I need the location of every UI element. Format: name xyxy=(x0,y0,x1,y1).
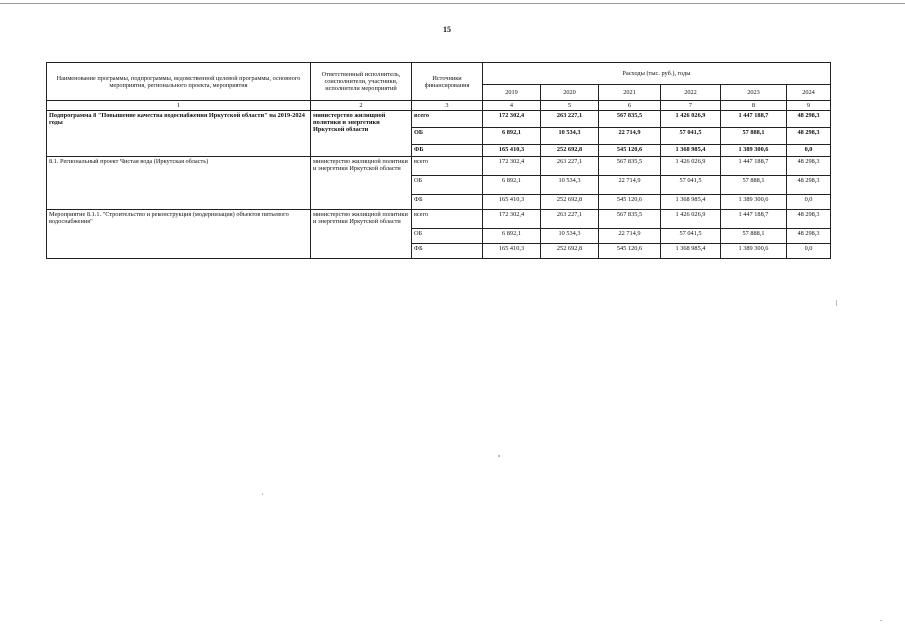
expense-value: 48 298,3 xyxy=(787,157,831,176)
expense-value: 172 302,4 xyxy=(483,210,541,229)
expense-value: 165 410,3 xyxy=(483,244,541,259)
expense-value: 263 227,1 xyxy=(541,111,599,128)
expense-value: 567 835,5 xyxy=(599,111,661,128)
column-number: 5 xyxy=(541,101,599,111)
program-name: Подпрограмма 8 "Повышение качества водоснабжения Иркутской области" на 2019-2024 годы xyxy=(47,111,311,157)
scan-speck xyxy=(880,620,882,621)
expense-value: 0,0 xyxy=(787,244,831,259)
expense-value: 1 447 188,7 xyxy=(721,157,787,176)
column-number: 2 xyxy=(311,101,412,111)
expense-value: 1 447 188,7 xyxy=(721,210,787,229)
responsible-executor: министерство жилищной политики и энергетики Иркутской области xyxy=(311,111,412,157)
expense-value: 252 692,8 xyxy=(541,244,599,259)
expense-value: 252 692,8 xyxy=(541,195,599,210)
expense-value: 545 120,6 xyxy=(599,145,661,157)
expense-value: 1 426 026,9 xyxy=(661,210,721,229)
header-year: 2021 xyxy=(599,85,661,101)
header-expenses: Расходы (тыс. руб.), годы xyxy=(483,63,831,85)
funding-source: всего xyxy=(412,157,483,176)
expense-value: 6 892,1 xyxy=(483,176,541,195)
expense-value: 10 534,3 xyxy=(541,128,599,145)
expense-value: 172 302,4 xyxy=(483,111,541,128)
expense-value: 0,0 xyxy=(787,145,831,157)
expense-value: 165 410,3 xyxy=(483,195,541,210)
expense-value: 252 692,8 xyxy=(541,145,599,157)
expense-value: 545 120,6 xyxy=(599,244,661,259)
expense-value: 48 298,3 xyxy=(787,128,831,145)
funding-source: ФБ xyxy=(412,145,483,157)
expense-value: 263 227,1 xyxy=(541,157,599,176)
expense-value: 1 426 026,9 xyxy=(661,111,721,128)
header-year: 2022 xyxy=(661,85,721,101)
regional-project-name: 8.1. Региональный проект Чистая вода (Иркутская область) xyxy=(47,157,311,210)
expense-value: 22 714,9 xyxy=(599,176,661,195)
funding-source: ФБ xyxy=(412,244,483,259)
expense-value: 6 892,1 xyxy=(483,128,541,145)
expense-value: 1 389 300,6 xyxy=(721,244,787,259)
scan-top-edge xyxy=(0,3,905,4)
expense-value: 263 227,1 xyxy=(541,210,599,229)
header-name: Наименование программы, подпрограммы, ведомственной целевой программы, основного мероприятия, регионального проекта, мероприятия xyxy=(47,63,311,101)
expense-value: 57 041,5 xyxy=(661,128,721,145)
expense-value: 545 120,6 xyxy=(599,195,661,210)
expense-value: 57 888,1 xyxy=(721,229,787,244)
header-year: 2020 xyxy=(541,85,599,101)
column-number: 9 xyxy=(787,101,831,111)
page-number: 15 xyxy=(443,25,451,34)
expense-value: 567 835,5 xyxy=(599,157,661,176)
expense-value: 57 888,1 xyxy=(721,128,787,145)
expense-value: 22 714,9 xyxy=(599,229,661,244)
funding-source: ФБ xyxy=(412,195,483,210)
expense-value: 10 534,3 xyxy=(541,229,599,244)
expense-value: 6 892,1 xyxy=(483,229,541,244)
responsible-executor: министерство жилищной политики и энергетики Иркутской области xyxy=(311,210,412,259)
expense-value: 165 410,3 xyxy=(483,145,541,157)
expense-value: 172 302,4 xyxy=(483,157,541,176)
expenses-table xyxy=(46,62,831,259)
expense-value: 48 298,3 xyxy=(787,229,831,244)
funding-source: всего xyxy=(412,111,483,128)
expense-value: 48 298,3 xyxy=(787,111,831,128)
expense-value: 1 368 985,4 xyxy=(661,244,721,259)
funding-source: ОБ xyxy=(412,229,483,244)
expense-value: 57 041,5 xyxy=(661,176,721,195)
funding-source: ОБ xyxy=(412,176,483,195)
expense-value: 1 426 026,9 xyxy=(661,157,721,176)
expense-value: 1 368 985,4 xyxy=(661,195,721,210)
expense-value: 57 041,5 xyxy=(661,229,721,244)
expense-value: 0,0 xyxy=(787,195,831,210)
scan-speck xyxy=(498,455,500,457)
column-number: 6 xyxy=(599,101,661,111)
expense-value: 1 447 188,7 xyxy=(721,111,787,128)
funding-source: ОБ xyxy=(412,128,483,145)
responsible-executor: министерство жилищной политики и энергетики Иркутской области xyxy=(311,157,412,210)
column-number: 3 xyxy=(412,101,483,111)
header-source: Источники финансирования xyxy=(412,63,483,101)
header-year: 2019 xyxy=(483,85,541,101)
scan-speck xyxy=(836,300,837,306)
expense-value: 1 368 985,4 xyxy=(661,145,721,157)
expense-value: 10 534,3 xyxy=(541,176,599,195)
expense-value: 57 888,1 xyxy=(721,176,787,195)
expense-value: 1 389 300,6 xyxy=(721,195,787,210)
expense-value: 48 298,3 xyxy=(787,176,831,195)
expense-value: 567 835,5 xyxy=(599,210,661,229)
column-number: 8 xyxy=(721,101,787,111)
column-number: 1 xyxy=(47,101,311,111)
activity-name: Мероприятие 8.1.1. "Строительство и реконструкция (модернизация) объектов питьевого водоснабжения" xyxy=(47,210,311,259)
column-number: 7 xyxy=(661,101,721,111)
expense-value: 1 389 300,6 xyxy=(721,145,787,157)
header-year: 2023 xyxy=(721,85,787,101)
funding-source: всего xyxy=(412,210,483,229)
header-responsible: Ответственный исполнитель, соисполнители, участники, исполнители мероприятий xyxy=(311,63,412,101)
scan-speck xyxy=(262,493,263,495)
expense-value: 48 298,3 xyxy=(787,210,831,229)
column-number: 4 xyxy=(483,101,541,111)
header-year: 2024 xyxy=(787,85,831,101)
expense-value: 22 714,9 xyxy=(599,128,661,145)
